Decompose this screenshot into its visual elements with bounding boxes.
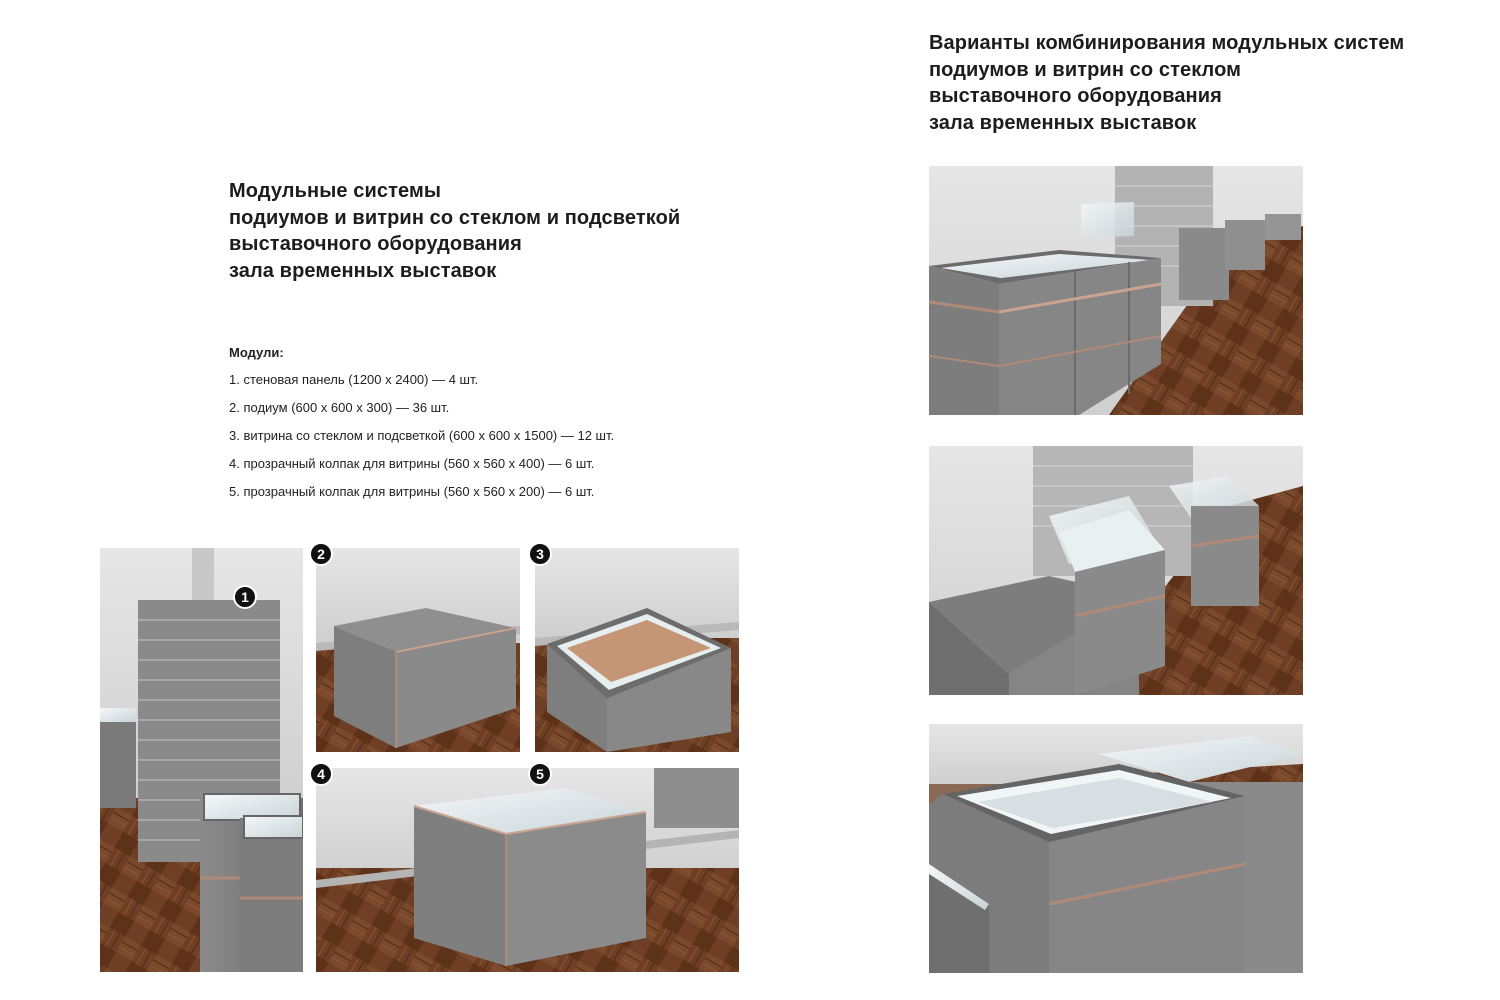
module-item: 3. витрина со стеклом и подсветкой (600 х 600 х 1500) — 12 шт.	[229, 428, 615, 443]
badge-3: 3	[528, 542, 552, 566]
photo-wall-panel	[100, 548, 303, 972]
left-title-line: Модульные системы	[229, 180, 442, 202]
badge-2: 2	[309, 542, 333, 566]
photo-glass-cap	[316, 768, 739, 972]
module-item: 5. прозрачный колпак для витрины (560 х 560 х 200) — 6 шт.	[229, 484, 595, 499]
right-title-line: подиумов и витрин со стеклом	[929, 58, 1242, 81]
module-item: 1. стеновая панель (1200 х 2400) — 4 шт.	[229, 372, 479, 387]
photo-podium	[316, 548, 520, 752]
right-title-line: зала временных выставок	[929, 111, 1197, 134]
right-title-line: Варианты комбинирования модульных систем	[929, 32, 1405, 54]
modules-heading: Модули:	[229, 345, 284, 360]
modules-list	[229, 343, 614, 511]
left-title-line: выставочного оборудования	[229, 233, 522, 255]
module-item: 2. подиум (600 х 600 х 300) — 36 шт.	[229, 400, 450, 415]
left-title-line: подиумов и витрин со стеклом и подсветкой	[229, 206, 681, 229]
left-title	[229, 178, 680, 284]
module-item: 4. прозрачный колпак для витрины (560 х 560 х 400) — 6 шт.	[229, 456, 595, 471]
right-title	[929, 30, 1404, 136]
badge-4: 4	[309, 762, 333, 786]
photo-combination-2	[929, 446, 1303, 695]
badge-1: 1	[233, 585, 257, 609]
photo-showcase	[535, 548, 739, 752]
photo-combination-3	[929, 724, 1303, 973]
photo-combination-1	[929, 166, 1303, 415]
badge-5: 5	[528, 762, 552, 786]
right-title-line: выставочного оборудования	[929, 85, 1222, 107]
left-title-line: зала временных выставок	[229, 259, 497, 282]
